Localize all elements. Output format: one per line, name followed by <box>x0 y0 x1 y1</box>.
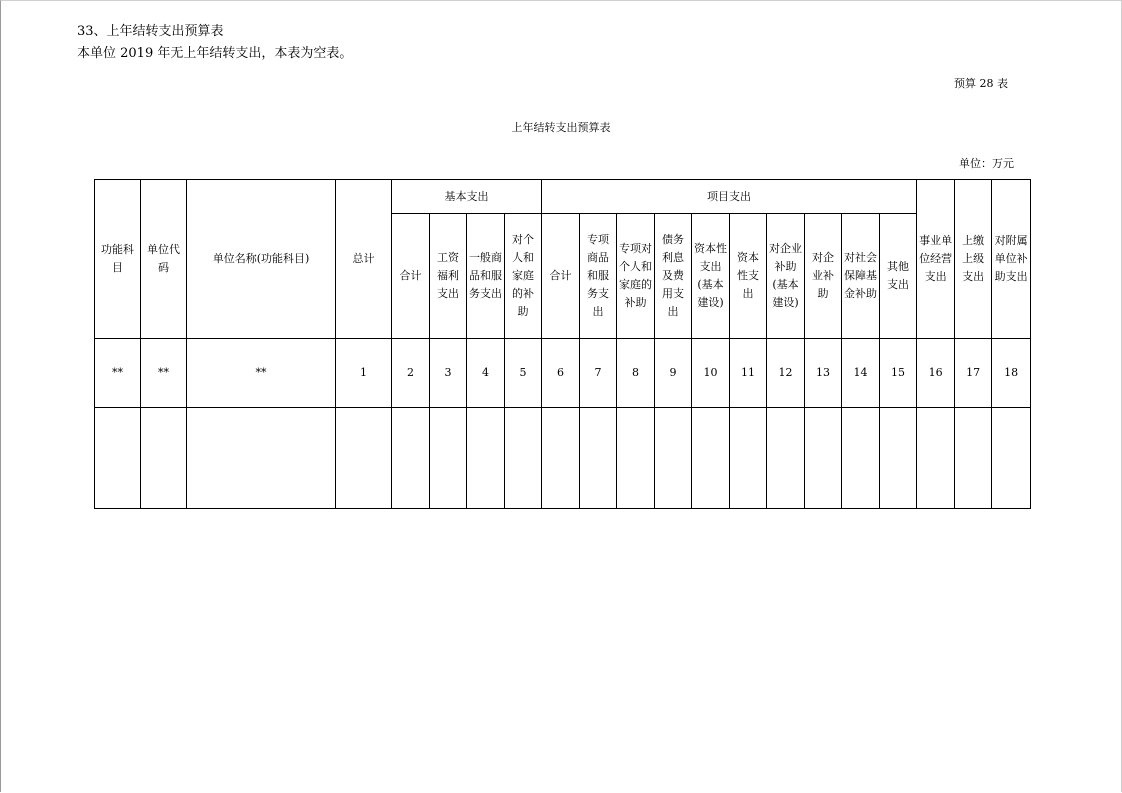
index-cell: 6 <box>542 339 580 408</box>
index-cell: 9 <box>655 339 692 408</box>
data-cell <box>692 408 730 509</box>
index-cell: ** <box>95 339 141 408</box>
table-row <box>95 408 1031 509</box>
data-cell <box>430 408 467 509</box>
data-cell <box>917 408 955 509</box>
header-project-enterprise-construction: 对企业补助(基本建设) <box>767 214 805 339</box>
header-project-household-subsidy: 专项对个人和家庭的补助 <box>617 214 655 339</box>
header-total: 总计 <box>336 180 392 339</box>
data-cell <box>730 408 767 509</box>
index-cell: 5 <box>505 339 542 408</box>
index-cell: 13 <box>805 339 842 408</box>
index-cell: ** <box>141 339 187 408</box>
header-project-goods-services: 专项商品和服务支出 <box>580 214 617 339</box>
index-cell: 11 <box>730 339 767 408</box>
header-unit-code: 单位代码 <box>141 180 187 339</box>
index-cell: 1 <box>336 339 392 408</box>
header-project-capital-construction: 资本性支出(基本建设) <box>692 214 730 339</box>
header-project-enterprise-subsidy: 对企业补助 <box>805 214 842 339</box>
index-cell: 15 <box>880 339 917 408</box>
data-cell <box>95 408 141 509</box>
header-func-code: 功能科目 <box>95 180 141 339</box>
data-cell <box>187 408 336 509</box>
header-subsidiary-subsidy: 对附属单位补助支出 <box>992 180 1031 339</box>
form-number: 预算 28 表 <box>954 77 1008 90</box>
header-project-capital: 资本性支出 <box>730 214 767 339</box>
table-title: 上年结转支出预算表 <box>511 121 611 134</box>
header-project-group: 项目支出 <box>542 180 917 214</box>
data-cell <box>767 408 805 509</box>
index-cell: 7 <box>580 339 617 408</box>
data-cell <box>880 408 917 509</box>
data-cell <box>955 408 992 509</box>
data-cell <box>141 408 187 509</box>
index-cell: 3 <box>430 339 467 408</box>
data-cell <box>655 408 692 509</box>
header-basic-household-subsidy: 对个人和家庭的补助 <box>505 214 542 339</box>
section-note: 本单位 2019 年无上年结转支出，本表为空表。 <box>77 46 353 61</box>
header-basic-group: 基本支出 <box>392 180 542 214</box>
header-basic-subtotal: 合计 <box>392 214 430 339</box>
index-cell: 12 <box>767 339 805 408</box>
index-cell: 4 <box>467 339 505 408</box>
index-cell: 16 <box>917 339 955 408</box>
header-business-operation: 事业单位经营支出 <box>917 180 955 339</box>
index-cell: 18 <box>992 339 1031 408</box>
index-cell: 10 <box>692 339 730 408</box>
header-row-groups <box>95 180 1031 214</box>
header-project-debt-interest: 债务利息及费用支出 <box>655 214 692 339</box>
data-cell <box>580 408 617 509</box>
data-cell <box>505 408 542 509</box>
data-cell <box>467 408 505 509</box>
data-cell <box>336 408 392 509</box>
header-remit-superior: 上缴上级支出 <box>955 180 992 339</box>
data-cell <box>992 408 1031 509</box>
header-basic-wages: 工资福利支出 <box>430 214 467 339</box>
header-unit-name: 单位名称(功能科目) <box>187 180 336 339</box>
index-cell: ** <box>187 339 336 408</box>
data-cell <box>542 408 580 509</box>
data-cell <box>842 408 880 509</box>
index-cell: 2 <box>392 339 430 408</box>
index-cell: 8 <box>617 339 655 408</box>
data-cell <box>617 408 655 509</box>
data-cell <box>805 408 842 509</box>
unit-label: 单位：万元 <box>959 157 1014 170</box>
index-cell: 14 <box>842 339 880 408</box>
header-basic-goods-services: 一般商品和服务支出 <box>467 214 505 339</box>
header-project-social-security: 对社会保障基金补助 <box>842 214 880 339</box>
header-project-other: 其他支出 <box>880 214 917 339</box>
data-cell <box>392 408 430 509</box>
section-heading: 33、上年结转支出预算表 <box>77 24 224 39</box>
budget-table <box>94 179 1031 509</box>
index-row <box>95 339 1031 408</box>
header-project-subtotal: 合计 <box>542 214 580 339</box>
index-cell: 17 <box>955 339 992 408</box>
